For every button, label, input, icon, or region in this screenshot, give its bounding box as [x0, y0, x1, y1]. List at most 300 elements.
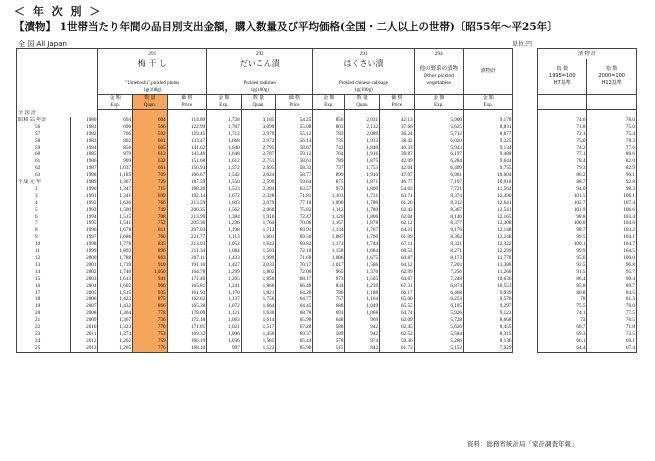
daikon-qty-cell: 1,450 [241, 331, 276, 338]
spacer-cell [513, 317, 538, 324]
index-1995-cell: 69.3 [538, 331, 587, 338]
spacer-cell [513, 151, 538, 158]
hakusai-price-cell: 62.99 [380, 269, 415, 276]
hakusai-qty-cell: 842 [345, 345, 380, 352]
umeboshi-price-cell: 166.19 [167, 338, 207, 345]
index-2000-cell: 90.4 [587, 276, 637, 283]
hakusai-exp-cell: 735 [313, 138, 345, 145]
index-2000-cell: 76.5 [587, 317, 637, 324]
index-1995-cell: 101.9 [538, 207, 587, 214]
daikon-price-cell: 59.12 [276, 151, 313, 158]
hakusai-exp-cell: 1,017 [313, 262, 345, 269]
hakusai-price-cell: 64.67 [380, 276, 415, 283]
header-corner [17, 49, 98, 110]
daikon-qty-cell: 1,802 [241, 269, 276, 276]
hakusai-price-cell: 59.36 [380, 338, 415, 345]
table-row [17, 310, 637, 317]
other-exp-cell: 6,253 [414, 296, 463, 303]
table-row [17, 220, 637, 227]
umeboshi-price-cell: 178.00 [167, 310, 207, 317]
index-2000-cell: 95.7 [587, 269, 637, 276]
hakusai-qty-cell: 1,878 [345, 220, 380, 227]
index-2000-cell: 81.3 [587, 296, 637, 303]
daikon-qty-cell: 1,856 [241, 276, 276, 283]
hakusai-qty-cell: 1,753 [345, 165, 380, 172]
umeboshi-qty-cell: 770 [133, 324, 168, 331]
umeboshi-qty-cell: 605 [133, 145, 168, 152]
table-row [17, 200, 637, 207]
index-1995-cell: 101.5 [538, 193, 587, 200]
daikon-exp-cell: 1,603 [207, 200, 242, 207]
hakusai-exp-cell: 1,087 [313, 234, 345, 241]
daikon-exp-cell: 1,572 [207, 165, 242, 172]
daikon-exp-cell: 1,299 [207, 269, 242, 276]
umeboshi-exp-cell: 1,367 [98, 179, 133, 186]
daikon-price-header: 価 格 Price [276, 95, 313, 110]
daikon-price-cell: 58.61 [276, 158, 313, 165]
daikon-price-cell: 69.37 [276, 331, 313, 338]
era-year-cell: 57 [17, 131, 71, 138]
umeboshi-exp-cell: 1,515 [98, 290, 133, 297]
hakusai-qty-cell: 942 [345, 331, 380, 338]
umeboshi-qty-cell: 776 [133, 345, 168, 352]
table-row [17, 269, 637, 276]
daikon-price-cell: 67.28 [276, 324, 313, 331]
ad-year-cell: 1981 [71, 124, 98, 131]
daikon-qty-cell: 1,910 [241, 214, 276, 221]
hakusai-price-cell: 61.73 [380, 345, 415, 352]
umeboshi-price-cell: 192.14 [167, 193, 207, 200]
umeboshi-price-cell: 129.45 [167, 131, 207, 138]
era-year-cell: 17 [17, 290, 71, 297]
index-2000-cell: 67.4 [587, 345, 637, 352]
era-year-cell: 7 [17, 220, 71, 227]
daikon-exp-cell: 1,384 [207, 214, 242, 221]
hakusai-price-cell: 64.12 [380, 262, 415, 269]
umeboshi-exp-cell: 694 [98, 117, 133, 124]
umeboshi-exp-cell: 1,323 [98, 324, 133, 331]
spacer-cell [513, 241, 538, 248]
umeboshi-exp-cell: 1,265 [98, 345, 133, 352]
total-exp-cell: 10,551 [464, 283, 513, 290]
index-2000-cell: 77.5 [587, 310, 637, 317]
spacer-cell [513, 338, 538, 345]
hakusai-price-cell: 42.13 [380, 117, 415, 124]
index-1995-cell: 92.5 [538, 262, 587, 269]
era-year-cell: 2 [17, 186, 71, 193]
daikon-price-cell: 63.57 [276, 186, 313, 193]
daikon-price-cell: 65.90 [276, 317, 313, 324]
hakusai-exp-cell: 1,167 [313, 220, 345, 227]
hakusai-price-cell: 63.71 [380, 193, 415, 200]
index-2000-cell: 104.7 [587, 241, 637, 248]
spacer-cell [513, 276, 538, 283]
umeboshi-qty-cell: 941 [133, 276, 168, 283]
umeboshi-exp-cell: 1,347 [98, 186, 133, 193]
daikon-qty-cell: 2,695 [241, 165, 276, 172]
daikon-qty-cell: 1,999 [241, 255, 276, 262]
hakusai-price-cell: 65.55 [380, 303, 415, 310]
hakusai-qty-cell: 969 [345, 317, 380, 324]
umeboshi-price-cell: 205.36 [167, 220, 207, 227]
index-1995-cell: 98.7 [538, 227, 587, 234]
hakusai-price-cell: 64.87 [380, 255, 415, 262]
umeboshi-exp-cell: 1,893 [98, 248, 133, 255]
table-row [17, 151, 637, 158]
spacer-cell [513, 138, 538, 145]
umeboshi-qty-cell: 759 [133, 338, 168, 345]
table-row [17, 186, 637, 193]
hakusai-exp-cell: 1,171 [313, 241, 345, 248]
umeboshi-price-cell: 141.62 [167, 145, 207, 152]
umeboshi-price-cell: 133.47 [167, 138, 207, 145]
umeboshi-price-cell: 213.03 [167, 241, 207, 248]
spacer-cell [513, 207, 538, 214]
hakusai-qty-cell: 1,586 [345, 262, 380, 269]
daikon-exp-cell: 1,052 [207, 241, 242, 248]
index-2000-cell: 98.3 [587, 186, 637, 193]
daikon-price-cell: 58.67 [276, 145, 313, 152]
table-row [17, 345, 637, 352]
umeboshi-exp-cell: 1,341 [98, 193, 133, 200]
total-exp-cell: 8,455 [464, 324, 513, 331]
table-row [17, 290, 637, 297]
other-exp-cell: 6,020 [414, 138, 463, 145]
umeboshi-price-cell: 211.34 [167, 248, 207, 255]
daikon-exp-cell: 1,113 [207, 234, 242, 241]
hakusai-price-cell: 64.74 [380, 310, 415, 317]
index-2000-cell: 89.7 [587, 283, 637, 290]
daikon-qty-cell: 1,642 [241, 241, 276, 248]
hakusai-price-cell: 67.11 [380, 241, 415, 248]
ad-year-cell: 1987 [71, 165, 98, 172]
hakusai-exp-cell: 1,103 [313, 193, 345, 200]
era-year-cell: 58 [17, 138, 71, 145]
spacer-cell [513, 165, 538, 172]
total-exp-cell: 12,299 [464, 248, 513, 255]
umeboshi-exp-cell: 766 [98, 131, 133, 138]
daikon-qty-cell: 2,624 [241, 172, 276, 179]
umeboshi-price-cell: 187.59 [167, 179, 207, 186]
table-row [17, 138, 637, 145]
total-header: 漬物計 [464, 49, 513, 95]
spacer-cell [513, 220, 538, 227]
index-1995-cell: 71.8 [538, 124, 587, 131]
daikon-exp-cell: 1,241 [207, 283, 242, 290]
era-year-cell: 22 [17, 324, 71, 331]
daikon-price-cell: 55.08 [276, 124, 313, 131]
hakusai-qty-header: 数 量 Quan. [345, 95, 380, 110]
umeboshi-qty-cell: 778 [133, 310, 168, 317]
total-exp-cell: 12,541 [464, 207, 513, 214]
hakusai-price-cell: 62.52 [380, 331, 415, 338]
index-2000-cell: 100.0 [587, 255, 637, 262]
spacer-cell [513, 172, 538, 179]
index-2000-col [587, 95, 637, 110]
all-japan-label: 全 国 計 [17, 110, 98, 117]
ad-year-cell: 2004 [71, 283, 98, 290]
hakusai-qty-cell: 1,188 [345, 290, 380, 297]
hakusai-exp-cell: 578 [313, 338, 345, 345]
daikon-exp-cell: 1,707 [207, 124, 242, 131]
umeboshi-price-cell: 162.62 [167, 296, 207, 303]
era-year-cell: 15 [17, 276, 71, 283]
table-row [17, 283, 637, 290]
umeboshi-exp-cell: 802 [98, 138, 133, 145]
other-exp-cell: 8,367 [414, 207, 463, 214]
daikon-price-cell: 77.10 [276, 200, 313, 207]
umeboshi-price-cell: 161.93 [167, 290, 207, 297]
other-exp-header: 金 額 Exp. [414, 95, 463, 110]
spacer-cell [513, 303, 538, 310]
total-exp-cell: 9,225 [464, 138, 513, 145]
total-exp-cell: 9,122 [464, 310, 513, 317]
spacer-cell [513, 262, 538, 269]
index-2000-cell: 84.5 [587, 290, 637, 297]
other-exp-cell: 5,625 [414, 124, 463, 131]
total-exp-cell: 9,178 [464, 117, 513, 124]
daikon-exp-cell: 1,006 [207, 331, 242, 338]
index-2000-cell: 77.6 [587, 145, 637, 152]
ad-year-cell: 1988 [71, 172, 98, 179]
umeboshi-price-cell: 143.46 [167, 151, 207, 158]
hakusai-price-cell: 54.03 [380, 186, 415, 193]
daikon-qty-cell: 2,394 [241, 186, 276, 193]
daikon-exp-cell: 1,640 [207, 145, 242, 152]
spacer-cell [513, 117, 538, 124]
umeboshi-qty-cell: 896 [133, 248, 168, 255]
index-2000-cell: 72.5 [587, 331, 637, 338]
index-2000-cell: 75.4 [587, 131, 637, 138]
spacer-cell [513, 345, 538, 352]
index-1995-cell: 88.7 [538, 179, 587, 186]
daikon-qty-cell: 1,522 [241, 345, 276, 352]
other-exp-cell: 8,374 [414, 193, 463, 200]
hakusai-qty-cell: 1,675 [345, 255, 380, 262]
spacer-cell [513, 186, 538, 193]
daikon-qty-cell: 2,033 [241, 262, 276, 269]
hakusai-price-cell: 36.24 [380, 131, 415, 138]
index-2000-cell: 103.4 [587, 214, 637, 221]
index-1995-cell: 66.1 [538, 338, 587, 345]
index-1995-cell: 72.1 [538, 131, 587, 138]
umeboshi-qty-cell: 604 [133, 117, 168, 124]
hakusai-exp-cell: 737 [313, 165, 345, 172]
index-1995-cell: 73 [538, 317, 587, 324]
umeboshi-price-cell: 156.93 [167, 165, 207, 172]
ad-year-cell: 1993 [71, 207, 98, 214]
daikon-price-cell: 68.78 [276, 310, 313, 317]
hakusai-exp-cell: 1,158 [313, 248, 345, 255]
region-label: 全 国 All Japan [18, 40, 67, 48]
index-1995-cell: 74.6 [538, 117, 587, 124]
ad-year-cell: 1984 [71, 145, 98, 152]
era-year-cell: 20 [17, 310, 71, 317]
daikon-price-cell: 72.06 [276, 269, 313, 276]
daikon-qty-cell: 2,795 [241, 145, 276, 152]
umeboshi-exp-cell: 1,740 [98, 269, 133, 276]
index-1995-cell: 79.3 [538, 165, 587, 172]
umeboshi-price-cell: 213.59 [167, 200, 207, 207]
ad-year-cell: 1997 [71, 234, 98, 241]
daikon-exp-cell: 1,523 [207, 186, 242, 193]
hakusai-price-cell: 61.26 [380, 200, 415, 207]
umeboshi-exp-cell: 1,788 [98, 255, 133, 262]
index-1995-cell: 99.5 [538, 234, 587, 241]
umeboshi-exp-cell: 1,541 [98, 220, 133, 227]
spacer-cell [513, 234, 538, 241]
daikon-price-cell: 65.44 [276, 338, 313, 345]
index-2000-cell: 96.8 [587, 262, 637, 269]
umeboshi-price-cell: 122.99 [167, 124, 207, 131]
other-exp-cell: 5,900 [414, 117, 463, 124]
daikon-price-cell: 64.77 [276, 296, 313, 303]
umeboshi-qty-cell: 601 [133, 138, 168, 145]
umeboshi-qty-cell: 632 [133, 158, 168, 165]
index-1995-cell: 99.9 [538, 248, 587, 255]
umeboshi-qty-cell: 749 [133, 207, 168, 214]
hakusai-exp-cell: 899 [313, 172, 345, 179]
table-row-label [17, 110, 637, 117]
era-year-cell: 60 [17, 151, 71, 158]
other-exp-cell: 6,981 [414, 172, 463, 179]
era-year-cell: 6 [17, 214, 71, 221]
hakusai-qty-cell: 1,376 [345, 269, 380, 276]
index-1995-cell: 74.2 [538, 145, 587, 152]
umeboshi-exp-cell: 1,686 [98, 234, 133, 241]
umeboshi-qty-cell: 966 [133, 283, 168, 290]
umeboshi-exp-cell: 1,262 [98, 338, 133, 345]
era-year-cell: 59 [17, 145, 71, 152]
index-2000-cell: 106.6 [587, 207, 637, 214]
hakusai-price-cell: 65.00 [380, 296, 415, 303]
daikon-qty-cell: 1,630 [241, 310, 276, 317]
hakusai-qty-cell: 1,049 [345, 303, 380, 310]
index-2000-cell: 90.1 [587, 172, 637, 179]
umeboshi-exp-cell: 856 [98, 145, 133, 152]
umeboshi-exp-cell: 1,500 [98, 207, 133, 214]
index-1995: 指 数 1995=100 H7基準 [538, 59, 587, 95]
spacer-cell [513, 296, 538, 303]
daikon-qty-cell: 2,599 [241, 179, 276, 186]
hakusai-exp-cell: 789 [313, 158, 345, 165]
hakusai-qty-cell: 1,760 [345, 234, 380, 241]
hakusai-qty-cell: 1,780 [345, 207, 380, 214]
total-exp-cell: 9,755 [464, 165, 513, 172]
daikon-qty-cell: 1,866 [241, 283, 276, 290]
daikon-exp-cell: 1,198 [207, 227, 242, 234]
daikon-price-cell: 69.56 [276, 234, 313, 241]
ad-year-cell: 1994 [71, 214, 98, 221]
index-1995-cell: 98.8 [538, 214, 587, 221]
daikon-qty-cell: 1,517 [241, 324, 276, 331]
section-title: ＜ 年 次 別 ＞ [14, 5, 103, 18]
daikon-price-cell: 58.33 [276, 165, 313, 172]
table-row [17, 172, 637, 179]
umeboshi-qty-cell: 766 [133, 200, 168, 207]
spacer-cell [513, 283, 538, 290]
daikon-price-cell: 71.69 [276, 255, 313, 262]
era-year-cell: 19 [17, 303, 71, 310]
umeboshi-price-cell: 191.10 [167, 262, 207, 269]
daikon-exp-cell: 1,427 [207, 262, 242, 269]
hakusai-qty-cell: 2,132 [345, 124, 380, 131]
ad-year-cell: 2000 [71, 255, 98, 262]
table-row [17, 207, 637, 214]
umeboshi-name: 梅 干 し [98, 59, 207, 68]
hakusai-price-cell: 64.21 [380, 227, 415, 234]
spacer-cell [513, 131, 538, 138]
umeboshi-exp-cell: 879 [98, 151, 133, 158]
umeboshi-price-cell: 165.38 [167, 303, 207, 310]
hakusai-price-cell: 67.31 [380, 283, 415, 290]
total-exp-cell: 12,248 [464, 234, 513, 241]
ad-year-cell: 1995 [71, 220, 98, 227]
index-2000-cell: 78.0 [587, 117, 637, 124]
daikon-exp-cell: 1,550 [207, 179, 242, 186]
ad-year-cell: 1989 [71, 179, 98, 186]
total-exp-cell: 12,165 [464, 214, 513, 221]
hakusai-qty-cell: 1,767 [345, 227, 380, 234]
ad-year-cell: 2012 [71, 338, 98, 345]
daikon-qty-cell: 2,787 [241, 151, 276, 158]
daikon-qty-header: 数 量 Quan. [241, 95, 276, 110]
hakusai-qty-cell: 942 [345, 324, 380, 331]
other-exp-cell: 8,321 [414, 241, 463, 248]
table-row [17, 338, 637, 345]
hakusai-price-cell: 61.09 [380, 234, 415, 241]
era-year-cell: 14 [17, 269, 71, 276]
umeboshi-price-cell: 171.46 [167, 276, 207, 283]
daikon-price-cell: 70.06 [276, 220, 313, 227]
hakusai-qty-cell: 974 [345, 338, 380, 345]
total-exp-cell: 9,576 [464, 296, 513, 303]
hakusai-qty-cell: 1,871 [345, 179, 380, 186]
daikon-price-cell: 54.25 [276, 117, 313, 124]
umeboshi-exp-cell: 1,423 [98, 296, 133, 303]
hakusai-exp-cell: 834 [313, 283, 345, 290]
daikon-exp-cell: 1,668 [207, 138, 242, 145]
hakusai-price-cell: 40.33 [380, 145, 415, 152]
other-exp-cell: 5,584 [414, 331, 463, 338]
daikon-exp-cell: 997 [207, 345, 242, 352]
era-year-cell: 3 [17, 193, 71, 200]
era-year-cell: 8 [17, 227, 71, 234]
hakusai-price-cell: 38.42 [380, 138, 415, 145]
table-row [17, 227, 637, 234]
index-2000-cell: 78.3 [587, 138, 637, 145]
umeboshi-qty-cell: 1,050 [133, 269, 168, 276]
ad-year-cell: 1998 [71, 241, 98, 248]
daikon-exp-cell: 1,672 [207, 193, 242, 200]
index-1995-cell: 100.0 [538, 220, 587, 227]
pickles-table [16, 48, 637, 353]
spacer-cell [513, 158, 538, 165]
daikon-price-cell: 64.45 [276, 303, 313, 310]
total-exp-cell: 12,308 [464, 220, 513, 227]
era-year-cell: 16 [17, 283, 71, 290]
hakusai-price-cell: 47.07 [380, 172, 415, 179]
total-exp-cell: 8,136 [464, 338, 513, 345]
other-exp-cell: 5,286 [414, 338, 463, 345]
hakusai-price-cell: 62.04 [380, 214, 415, 221]
hakusai-qty-cell: 1,806 [345, 214, 380, 221]
hakusai-price-cell: 46.77 [380, 179, 415, 186]
era-year-cell: 昭和 55 年計 [17, 117, 71, 124]
daikon-exp-cell: 1,036 [207, 338, 242, 345]
daikon-qty-cell: 1,601 [241, 234, 276, 241]
table-body [17, 110, 637, 353]
